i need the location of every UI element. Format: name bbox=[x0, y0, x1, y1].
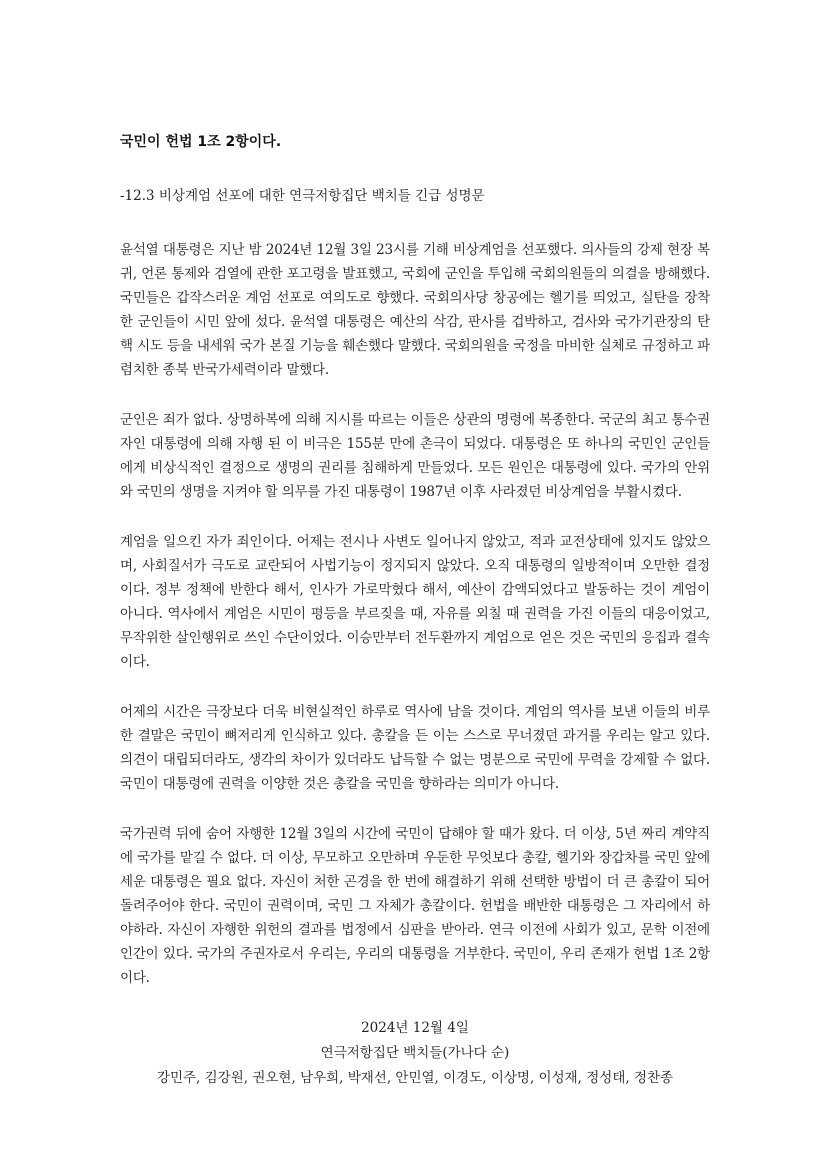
paragraph-2: 군인은 죄가 없다. 상명하복에 의해 지시를 따르는 이들은 상관의 명령에 복종한다. 국군의 최고 통수권자인 대통령에 의해 자행 된 이 비극은 155분 만에 촌극이 되었다. 대통령은 또 하나의 국민인 군인들에게 비상식적인 결정으로 생명의 권리를 침해하게 만들었다. 모든 원인은 대통령에 있다. 국가의 안위와 국민의 생명을 지켜야 할 의무를 가진 대통령이 1987년 이후 사라졌던 비상계엄을 부활시켰다. bbox=[120, 412, 710, 500]
member-list: 강민주, 김강원, 권오현, 남우희, 박재선, 안민열, 이경도, 이상명, 이성재, 정성태, 정찬종 bbox=[156, 1070, 674, 1086]
paragraph-1: 윤석열 대통령은 지난 밤 2024년 12월 3일 23시를 기해 비상계엄을 선포했다. 의사들의 강제 현장 복귀, 언론 통제와 검열에 관한 포고령을 발표했고, 국회에 군인을 투입해 국회의원들의 의결을 방해했다. 국민들은 갑작스러운 계엄 선포로 여의도로 향했다. 국회의사당 창공에는 헬기를 띄었고, 실탄을 장착한 군인들이 시민 앞에 섰다. 윤석열 대통령은 예산의 삭감, 판사를 겁박하고, 검사와 국가기관장의 탄핵 시도 등을 내세워 국가 본질 기능을 훼손했다 말했다. 국회의원을 국정을 마비한 실체로 규정하고 파렴치한 종북 반국가세력이라 말했다. bbox=[120, 242, 710, 378]
group-name: 연극저항집단 백치들(가나다 순) bbox=[320, 1045, 510, 1061]
paragraph-4: 어제의 시간은 극장보다 더욱 비현실적인 하루로 역사에 남을 것이다. 계엄의 역사를 보낸 이들의 비루한 결말은 국민이 뼈저리게 인식하고 있다. 총칼을 든 이는 스스로 무너졌던 과거를 우리는 알고 있다. 의견이 대립되더라도, 생각의 차이가 있더라도 납득할 수 없는 명분으로 국민에 무력을 강제할 수 없다. 국민이 대통령에 권력을 이양한 것은 총칼을 국민을 향하라는 의미가 아니다. bbox=[120, 704, 710, 792]
document-subtitle: -12.3 비상계엄 선포에 대한 연극저항집단 백치들 긴급 성명문 bbox=[120, 188, 485, 204]
statement-document bbox=[120, 132, 710, 1091]
paragraph-5: 국가권력 뒤에 숨어 자행한 12월 3일의 시간에 국민이 답해야 할 때가 왔다. 더 이상, 5년 짜리 계약직에 국가를 맡길 수 없다. 더 이상, 무모하고 오만하며 우둔한 무엇보다 총칼, 헬기와 장갑차를 국민 앞에 세운 대통령은 필요 없다. 자신이 처한 곤경을 한 번에 해결하기 위해 선택한 방법이 더 큰 총칼이 되어 돌려주어야 한다. 국민이 권력이며, 국민 그 자체가 총칼이다. 헌법을 배반한 대통령은 그 자리에서 하야하라. 자신이 자행한 위헌의 결과를 법정에서 심판을 받아라. 연극 이전에 사회가 있고, 문학 이전에 인간이 있다. 국가의 주권자로서 우리는, 우리의 대통령을 거부한다. 국민이, 우리 존재가 헌법 1조 2항이다. bbox=[120, 826, 710, 986]
paragraph-3: 계엄을 일으킨 자가 죄인이다. 어제는 전시나 사변도 일어나지 않았고, 적과 교전상태에 있지도 않았으며, 사회질서가 극도로 교란되어 사법기능이 정지되지 않았다. 오직 대통령의 일방적이며 오만한 결정이다. 정부 정책에 반한다 해서, 인사가 가로막혔다 해서, 예산이 감액되었다고 발동하는 것이 계엄이 아니다. 역사에서 계엄은 시민이 평등을 부르짖을 때, 자유를 외칠 때 권력을 가진 이들의 대응이었고, 무작위한 살인행위로 쓰인 수단이었다. 이승만부터 전두환까지 계엄으로 얻은 것은 국민의 응집과 결속이다. bbox=[120, 534, 710, 670]
statement-date: 2024년 12월 4일 bbox=[361, 1020, 469, 1036]
signature-block bbox=[120, 1016, 710, 1091]
document-title: 국민이 헌법 1조 2항이다. bbox=[120, 134, 282, 150]
